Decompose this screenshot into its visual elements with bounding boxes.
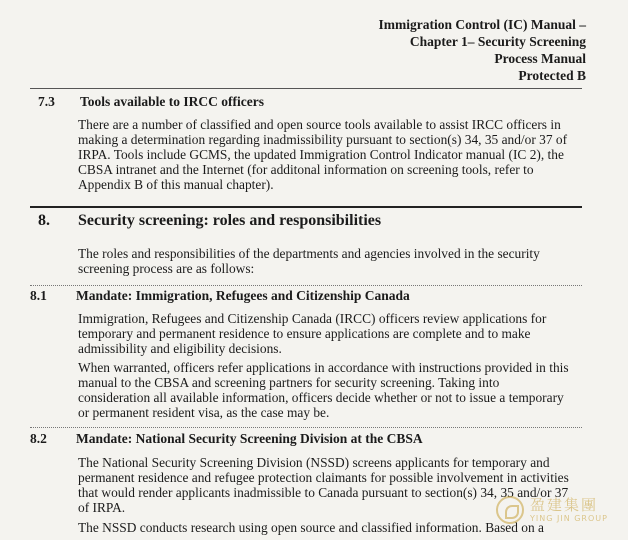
header-line-4: Protected B: [518, 68, 586, 83]
watermark-chinese-text: 盈建集團: [530, 496, 599, 514]
section-number-8-2: 8.2: [30, 431, 47, 446]
text-line: that would render applicants inadmissible to Canada pursuant to section(s) 34, 35 and/or 37: [78, 485, 569, 500]
watermark: [496, 494, 614, 528]
section-8-paragraph-1: [78, 246, 583, 276]
text-line: Appendix B of this manual chapter).: [78, 177, 274, 192]
text-line: Immigration, Refugees and Citizenship Canada (IRCC) officers review applications for: [78, 311, 547, 326]
text-line: CBSA intranet and the Internet (for additonal information on screening tools, refer to: [78, 162, 534, 177]
section-number-7-3: 7.3: [38, 94, 55, 109]
section-title-8-2: Mandate: National Security Screening Division at the CBSA: [76, 431, 423, 446]
section-title-8-1: Mandate: Immigration, Refugees and Citizenship Canada: [76, 288, 410, 303]
text-line: permanent residence and refugee protection claimants for possible involvement in activities: [78, 470, 569, 485]
text-line: The National Security Screening Division (NSSD) screens applicants for temporary and: [78, 455, 550, 470]
section-8-1-divider: [30, 285, 582, 286]
section-8-1-paragraph-2: [78, 360, 583, 420]
section-number-8-1: 8.1: [30, 288, 47, 303]
document-header: [379, 16, 587, 84]
text-line: admissibility and eligibility decisions.: [78, 341, 282, 356]
section-title-7-3: Tools available to IRCC officers: [80, 94, 264, 109]
text-line: When warranted, officers refer applications in accordance with instructions provided in this: [78, 360, 569, 375]
section-7-3-paragraph-1: [78, 117, 583, 192]
text-line: making a determination regarding inadmissibility pursuant to section(s) 34, 35 and/or 37 of: [78, 132, 568, 147]
text-line: consideration all available information, officers decide whether or not to issue a temporary: [78, 390, 564, 405]
text-line: temporary and permanent residence to ensure applications are complete and to make: [78, 326, 531, 341]
text-line: The NSSD conducts research using open source and classified information. Based on a: [78, 520, 544, 535]
section-8-2-divider: [30, 427, 582, 428]
header-line-3: Process Manual: [494, 51, 586, 66]
watermark-logo-icon: [496, 496, 524, 524]
header-divider: [30, 88, 582, 89]
text-line: There are a number of classified and open source tools available to assist IRCC officers in: [78, 117, 561, 132]
text-line: IRPA. Tools include GCMS, the updated Immigration Control Indicator manual (IC 2), the: [78, 147, 564, 162]
section-8-divider: [30, 206, 582, 208]
text-line: of IRPA.: [78, 500, 126, 515]
header-line-1: Immigration Control (IC) Manual –: [378, 17, 586, 32]
header-line-2: Chapter 1– Security Screening: [409, 34, 586, 49]
watermark-english-text: YING JIN GROUP: [530, 514, 608, 523]
section-8-1-paragraph-1: [78, 311, 583, 356]
text-line: or permanent resident visa, as the case may be.: [78, 405, 330, 420]
text-line: screening process are as follows:: [78, 261, 255, 276]
text-line: The roles and responsibilities of the departments and agencies involved in the security: [78, 246, 540, 261]
text-line: manual to the CBSA and screening partners for security screening. Taking into: [78, 375, 500, 390]
section-number-8: 8.: [38, 212, 50, 229]
section-title-8: Security screening: roles and responsibilities: [78, 212, 382, 229]
